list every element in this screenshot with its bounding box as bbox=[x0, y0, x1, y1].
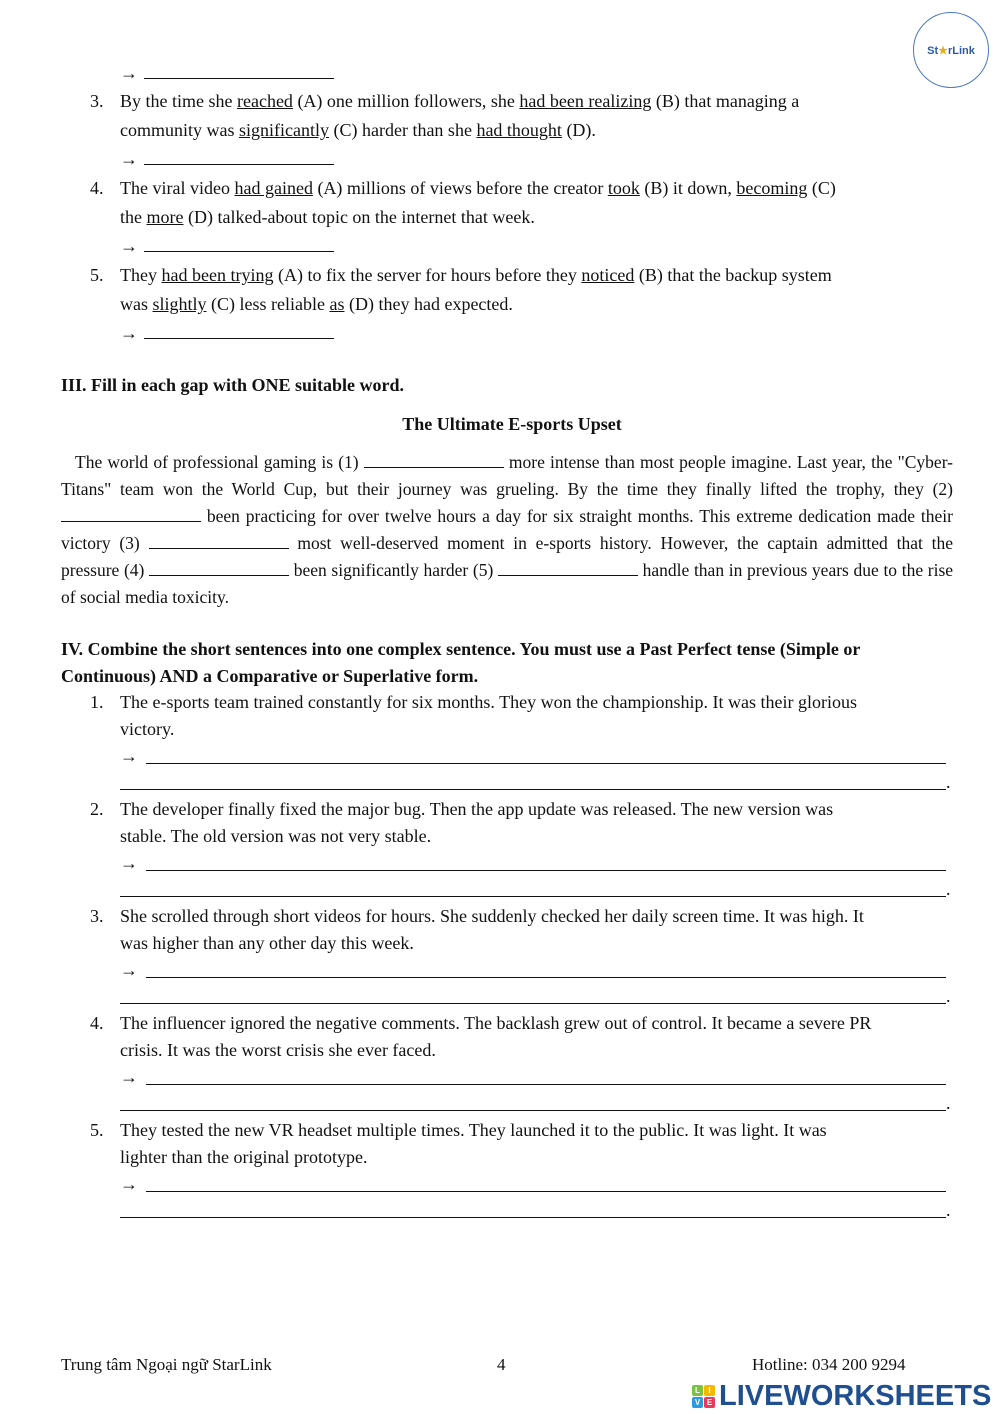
arrow-icon: → bbox=[120, 960, 138, 980]
gap-blank-5[interactable] bbox=[498, 561, 638, 576]
answer-line-1[interactable] bbox=[146, 1084, 946, 1085]
text-segment: (B) that managing a bbox=[651, 91, 800, 111]
passage-text: been significantly harder (5) bbox=[293, 560, 498, 580]
answer-line-2[interactable] bbox=[120, 1217, 946, 1218]
passage bbox=[61, 449, 953, 611]
underlined-option: had been trying bbox=[161, 265, 274, 285]
passage-text: been practicing for over twelve hours a day for six straight months. This extreme dedication made their victory (3) bbox=[61, 506, 954, 553]
text-segment: The viral video bbox=[120, 178, 235, 198]
text-segment: (C) bbox=[807, 178, 836, 198]
text-segment: (B) it down, bbox=[639, 178, 737, 198]
line-end-period: . bbox=[946, 986, 951, 1006]
answer-line-1[interactable] bbox=[146, 1191, 946, 1192]
hotline: Hotline: 034 200 9294 bbox=[752, 1355, 906, 1374]
underlined-option: slightly bbox=[152, 294, 207, 314]
text-segment: (A) one million followers, she bbox=[292, 91, 520, 111]
underlined-option: noticed bbox=[581, 265, 635, 285]
passage-text: more intense than most people imagine. Last year, the "Cyber-Titans" team won the World Cup, but their journey was grueling. By the time they finally lifted the trophy, they (2) bbox=[61, 452, 953, 499]
underlined-option: more bbox=[146, 207, 184, 227]
item-number: 3. bbox=[90, 91, 104, 111]
prompt-line: The influencer ignored the negative comments. The backlash grew out of control. It became a severe PR bbox=[120, 1013, 872, 1033]
section3-heading: III. Fill in each gap with ONE suitable word. bbox=[61, 375, 405, 395]
answer-blank[interactable] bbox=[144, 237, 334, 252]
page-number: 4 bbox=[497, 1355, 506, 1374]
arrow-icon: → bbox=[120, 1067, 138, 1087]
sentence-line bbox=[120, 293, 513, 315]
line-end-period: . bbox=[946, 879, 951, 899]
arrow-icon: → bbox=[120, 323, 138, 343]
text-segment: was bbox=[120, 294, 153, 314]
text-segment: They bbox=[120, 265, 162, 285]
answer-line-1[interactable] bbox=[146, 870, 946, 871]
item-number: 5. bbox=[90, 1120, 104, 1140]
live-logo-icon: L I V E bbox=[692, 1385, 715, 1408]
prompt-line: was higher than any other day this week. bbox=[120, 933, 414, 953]
text-segment: (D) they had expected. bbox=[344, 294, 513, 314]
answer-line[interactable] bbox=[120, 235, 334, 257]
text-segment: (A) millions of views before the creator bbox=[312, 178, 608, 198]
gap-blank-3[interactable] bbox=[149, 534, 289, 549]
underlined-option: had gained bbox=[234, 178, 313, 198]
answer-line[interactable] bbox=[120, 62, 334, 84]
arrow-icon: → bbox=[120, 853, 138, 873]
arrow-icon: → bbox=[120, 746, 138, 766]
answer-line-2[interactable] bbox=[120, 789, 946, 790]
underlined-option: took bbox=[607, 178, 640, 198]
underlined-option: as bbox=[329, 294, 345, 314]
text-segment: the bbox=[120, 207, 147, 227]
passage-text: handle than in previous years due to the rise of social media toxicity. bbox=[61, 560, 954, 607]
text-segment: (C) less reliable bbox=[206, 294, 330, 314]
liveworksheets-watermark bbox=[692, 1381, 991, 1411]
passage-title: The Ultimate E-sports Upset bbox=[402, 414, 622, 434]
text-segment: (D) talked-about topic on the internet that week. bbox=[183, 207, 535, 227]
prompt-line: The developer finally fixed the major bug. Then the app update was released. The new version was bbox=[120, 799, 834, 819]
prompt-line: They tested the new VR headset multiple times. They launched it to the public. It was light. It was bbox=[120, 1120, 827, 1140]
prompt-line: lighter than the original prototype. bbox=[120, 1147, 368, 1167]
arrow-icon: → bbox=[120, 236, 138, 256]
underlined-option: becoming bbox=[736, 178, 808, 198]
watermark-text: LIVEWORKSHEETS bbox=[719, 1380, 992, 1412]
item-number: 5. bbox=[90, 265, 104, 285]
answer-line-2[interactable] bbox=[120, 1110, 946, 1111]
item-number: 2. bbox=[90, 799, 104, 819]
underlined-option: significantly bbox=[239, 120, 329, 140]
passage-text: The world of professional gaming is (1) bbox=[75, 452, 364, 472]
footer-center-name: Trung tâm Ngoại ngữ StarLink bbox=[61, 1355, 272, 1374]
sentence-line bbox=[120, 177, 836, 199]
answer-line[interactable] bbox=[120, 322, 334, 344]
prompt-line: The e-sports team trained constantly for six months. They won the championship. It was their glorious bbox=[120, 692, 858, 712]
arrow-icon: → bbox=[120, 1174, 138, 1194]
gap-blank-4[interactable] bbox=[149, 561, 289, 576]
answer-line-1[interactable] bbox=[146, 763, 946, 764]
text-segment: (A) to fix the server for hours before they bbox=[273, 265, 582, 285]
item-number: 4. bbox=[90, 1013, 104, 1033]
line-end-period: . bbox=[946, 772, 951, 792]
underlined-option: had been realizing bbox=[519, 91, 652, 111]
line-end-period: . bbox=[946, 1093, 951, 1113]
section4-heading-line1: IV. Combine the short sentences into one complex sentence. You must use a Past Perfect tense (Simple or bbox=[61, 639, 861, 659]
item-number: 1. bbox=[90, 692, 104, 712]
answer-line-2[interactable] bbox=[120, 896, 946, 897]
answer-line[interactable] bbox=[120, 148, 334, 170]
text-segment: By the time she bbox=[120, 91, 237, 111]
prompt-line: She scrolled through short videos for hours. She suddenly checked her daily screen time. It was high. It bbox=[120, 906, 864, 926]
text-segment: (D). bbox=[561, 120, 596, 140]
sentence-line bbox=[120, 206, 535, 228]
underlined-option: had thought bbox=[476, 120, 562, 140]
answer-blank[interactable] bbox=[144, 150, 334, 165]
text-segment: (B) that the backup system bbox=[634, 265, 832, 285]
passage-text: most well-deserved moment in e-sports history. However, the captain admitted that the pressure (4) bbox=[61, 533, 954, 580]
arrow-icon: → bbox=[120, 63, 138, 83]
underlined-option: reached bbox=[236, 91, 293, 111]
arrow-icon: → bbox=[120, 149, 138, 169]
answer-blank[interactable] bbox=[144, 324, 334, 339]
text-segment: (C) harder than she bbox=[328, 120, 477, 140]
item-number: 4. bbox=[90, 178, 104, 198]
prompt-line: stable. The old version was not very stable. bbox=[120, 826, 432, 846]
sentence-line bbox=[120, 119, 596, 141]
sentence-line bbox=[120, 90, 799, 112]
prompt-line: crisis. It was the worst crisis she ever faced. bbox=[120, 1040, 436, 1060]
starlink-logo: St★rLink bbox=[913, 12, 989, 88]
prompt-line: victory. bbox=[120, 719, 175, 739]
gap-blank-1[interactable] bbox=[364, 453, 504, 468]
item-number: 3. bbox=[90, 906, 104, 926]
answer-line-1[interactable] bbox=[146, 977, 946, 978]
answer-line-2[interactable] bbox=[120, 1003, 946, 1004]
line-end-period: . bbox=[946, 1200, 951, 1220]
text-segment: community was bbox=[120, 120, 239, 140]
sentence-line bbox=[120, 264, 832, 286]
gap-blank-2[interactable] bbox=[61, 507, 201, 522]
section4-heading-line2: Continuous) AND a Comparative or Superlative form. bbox=[61, 666, 479, 686]
